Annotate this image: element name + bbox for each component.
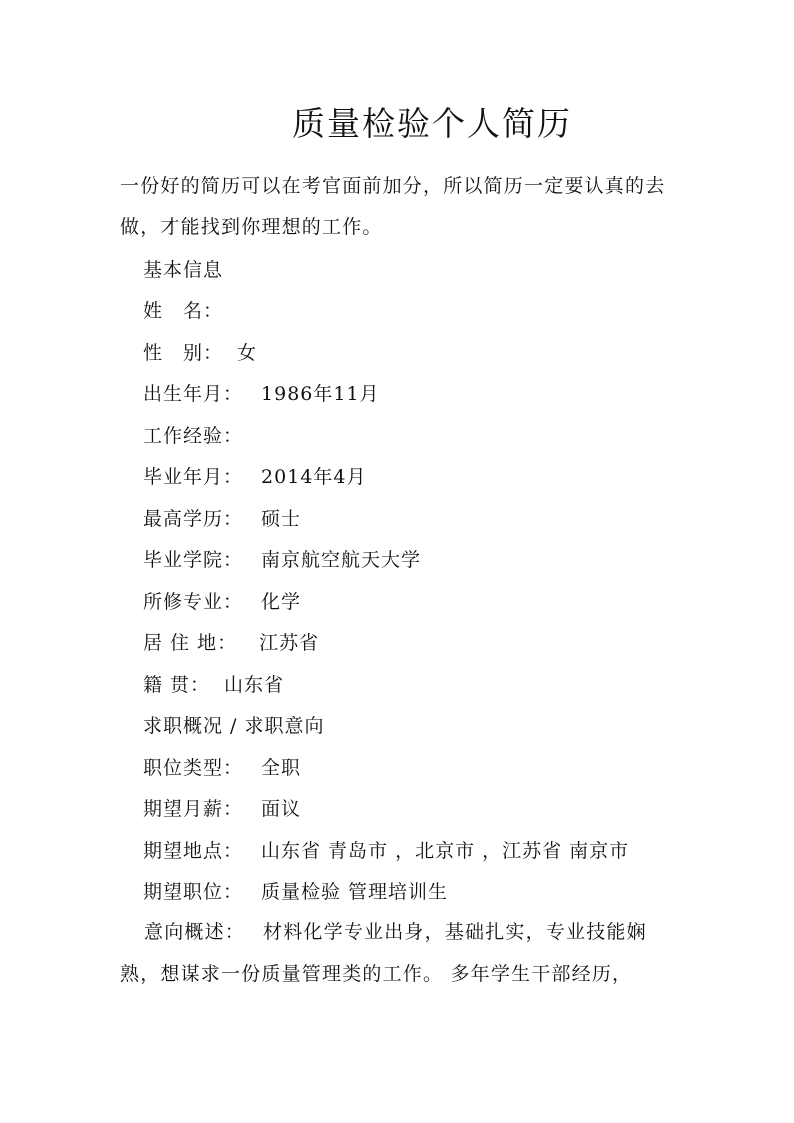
field-school <box>143 545 421 575</box>
field-native <box>143 670 284 700</box>
field-name <box>143 296 251 326</box>
field-major-value: 化学 <box>261 591 302 613</box>
field-location-label: 期望地点： <box>143 840 244 862</box>
field-residence-label: 居 住 地： <box>143 632 238 654</box>
field-job-type <box>143 753 301 783</box>
field-degree <box>143 504 301 534</box>
section-basic-info: 基本信息 <box>143 259 224 281</box>
field-major <box>143 587 301 617</box>
field-major-label: 所修专业： <box>143 591 244 613</box>
field-position <box>143 877 448 907</box>
field-gender-value: 女 <box>237 342 258 364</box>
intro-paragraph: 一份好的简历可以在考官面前加分，所以简历一定要认真的去做，才能找到你理想的工作。 <box>120 175 666 238</box>
field-birth <box>143 379 380 409</box>
field-location-value: 山东省 青岛市 ，北京市 ，江苏省 南京市 <box>261 840 630 862</box>
field-degree-value: 硕士 <box>261 508 302 530</box>
field-salary <box>143 794 301 824</box>
field-birth-label: 出生年月： <box>143 383 244 405</box>
summary-label: 意向概述： <box>144 921 246 943</box>
field-gender-label: 性 别： <box>143 342 224 364</box>
field-position-value: 质量检验 管理培训生 <box>261 881 449 903</box>
field-native-label: 籍 贯： <box>143 674 211 696</box>
field-school-value: 南京航空航天大学 <box>261 549 422 571</box>
field-salary-label: 期望月薪： <box>143 798 244 820</box>
field-position-label: 期望职位： <box>143 881 244 903</box>
field-experience-label: 工作经验： <box>143 425 244 447</box>
section-job-intent: 求职概况 / 求职意向 <box>143 715 325 737</box>
field-native-value: 山东省 <box>224 674 285 696</box>
field-degree-label: 最高学历： <box>143 508 244 530</box>
field-school-label: 毕业学院： <box>143 549 244 571</box>
field-job-type-value: 全职 <box>261 757 302 779</box>
summary-text: 材料化学专业出身，基础扎实，专业技能娴熟，想谋求一份质量管理类的工作。 多年学生干部经历， <box>120 921 647 985</box>
field-residence <box>143 628 319 658</box>
field-graduation <box>143 462 366 492</box>
field-residence-value: 江苏省 <box>259 632 320 654</box>
field-birth-value: 1986年11月 <box>261 383 380 405</box>
field-job-type-label: 职位类型： <box>143 757 244 779</box>
field-experience <box>143 421 261 451</box>
field-name-label: 姓 名： <box>143 300 224 322</box>
field-location <box>143 836 629 866</box>
field-gender <box>143 338 257 368</box>
field-graduation-label: 毕业年月： <box>143 466 244 488</box>
page-title: 质量检验个人简历 <box>292 104 572 143</box>
summary-paragraph <box>120 911 680 995</box>
field-graduation-value: 2014年4月 <box>261 466 367 488</box>
field-salary-value: 面议 <box>261 798 302 820</box>
